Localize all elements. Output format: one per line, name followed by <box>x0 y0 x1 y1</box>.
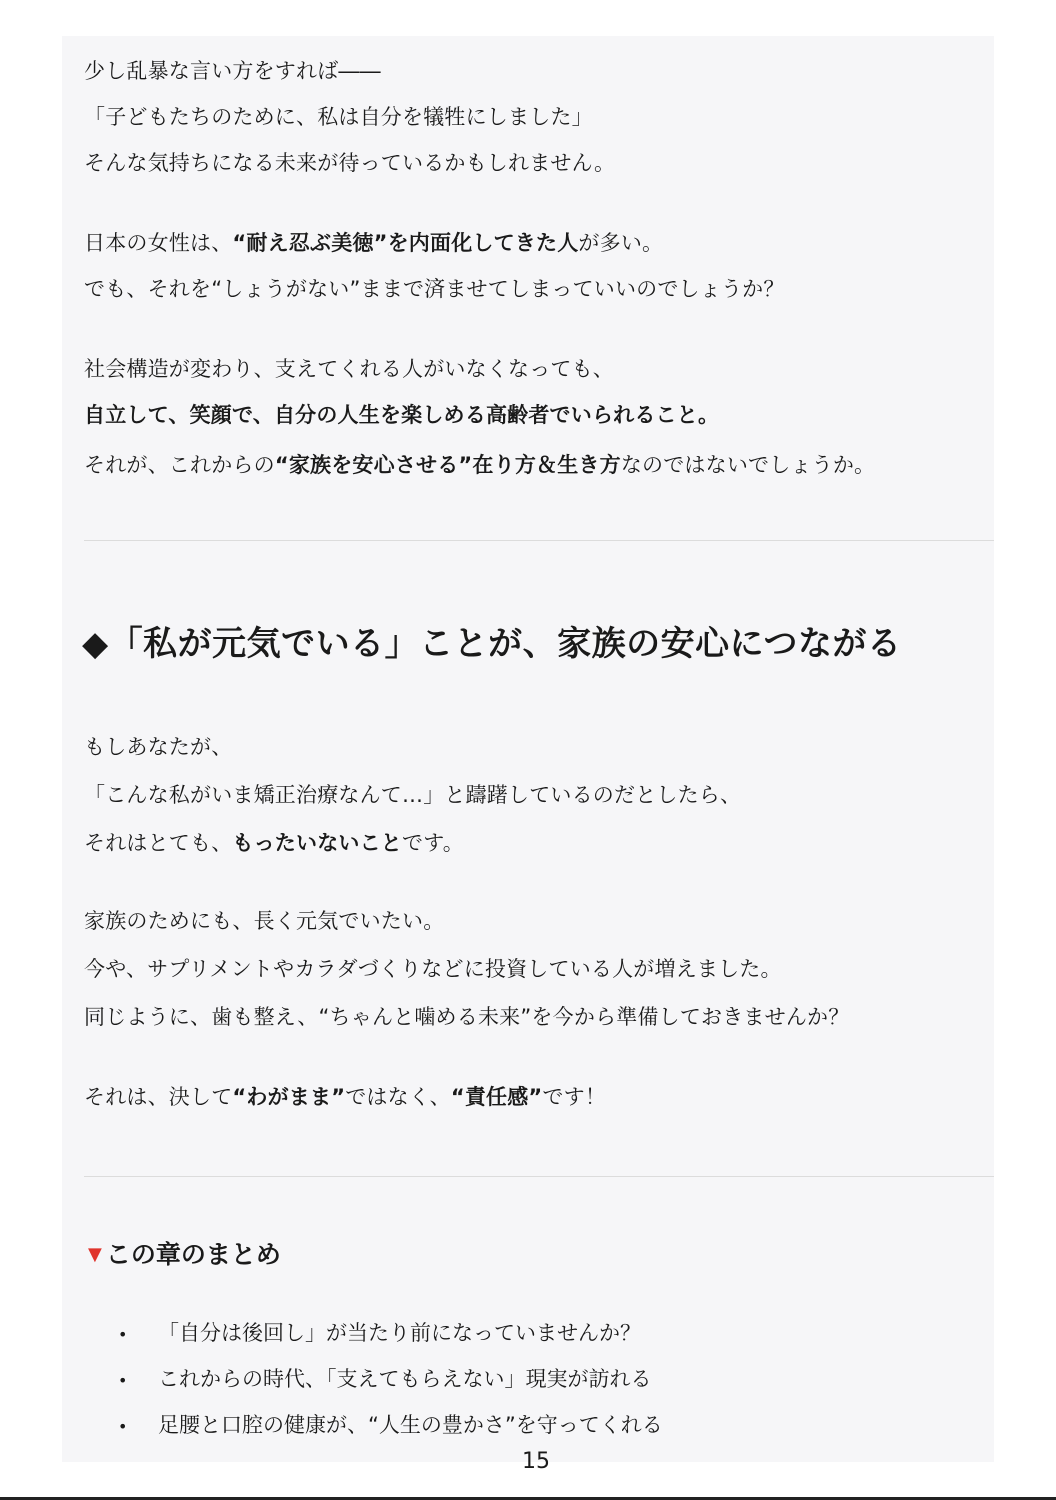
paragraph-line <box>84 906 444 936</box>
list-item-text: これからの時代、「支えてもらえない」現実が訪れる <box>158 1367 652 1391</box>
divider <box>84 1176 994 1177</box>
text-span: 社会構造が変わり、支えてくれる人がいなくなっても、 <box>84 357 614 381</box>
text-span: それはとても、 <box>84 831 233 855</box>
bullet-icon: • <box>118 1325 128 1344</box>
page-number: 15 <box>522 1449 550 1474</box>
paragraph-line <box>84 148 615 178</box>
bullet-icon: • <box>118 1417 128 1436</box>
text-span: 「こんな私がいま矯正治療なんて…」と躊躇しているのだとしたら、 <box>84 783 742 807</box>
paragraph-line <box>84 102 593 132</box>
text-span: でも、それを“しょうがない”ままで済ませてしまっていいのでしょうか？ <box>84 277 785 301</box>
list-item-text: 「自分は後回し」が当たり前になっていませんか？ <box>158 1321 641 1345</box>
text-span: ではなく、 <box>345 1085 451 1109</box>
paragraph-line <box>84 1082 606 1112</box>
text-span: 家族のためにも、長く元気でいたい。 <box>84 909 445 933</box>
paragraph-line <box>84 780 741 810</box>
text-span: それが、これからの <box>84 453 275 477</box>
paragraph-line <box>84 450 875 480</box>
list-item-text: 足腰と口腔の健康が、“人生の豊かさ”を守ってくれる <box>158 1413 663 1437</box>
bold-text: 自立して、笑顔で、自分の人生を楽しめる高齢者でいられること。 <box>84 403 720 427</box>
text-span: 今や、サプリメントやカラダづくりなどに投資している人が増えました。 <box>84 957 782 981</box>
summary-title-text: この章のまとめ <box>105 1240 281 1269</box>
bold-text: “責任感” <box>450 1085 543 1109</box>
text-span: なのではないでしょうか。 <box>620 453 876 477</box>
text-span: 「子どもたちのために、私は自分を犠牲にしました」 <box>84 105 593 129</box>
bold-text: “家族を安心させる”在り方＆生き方 <box>274 453 621 477</box>
paragraph-line <box>84 732 232 762</box>
text-span: 同じように、歯も整え、“ちゃんと噛める未来”を今から準備しておきませんか？ <box>84 1005 850 1029</box>
text-span: もしあなたが、 <box>84 735 233 759</box>
triangle-down-icon: ▼ <box>88 1244 102 1265</box>
bold-text: “耐え忍ぶ美徳”を内面化してきた人 <box>232 231 579 255</box>
paragraph-line <box>84 56 381 86</box>
list-item <box>118 1318 663 1364</box>
paragraph-line <box>84 400 719 430</box>
divider <box>84 540 994 541</box>
list-item <box>118 1364 663 1410</box>
text-span: それは、決して <box>84 1085 233 1109</box>
paragraph-line <box>84 1002 849 1032</box>
text-span: そんな気持ちになる未来が待っているかもしれません。 <box>84 151 616 175</box>
bullet-icon: • <box>118 1371 128 1390</box>
bold-text: “わがまま” <box>232 1085 346 1109</box>
summary-title <box>88 1238 281 1272</box>
text-span: です。 <box>402 831 464 855</box>
text-span: が多い。 <box>578 231 664 255</box>
text-span: です！ <box>542 1085 607 1109</box>
paragraph-line <box>84 228 663 258</box>
text-span: 少し乱暴な言い方をすれば―― <box>84 59 381 83</box>
paragraph-line <box>84 954 782 984</box>
paragraph-line <box>84 274 785 304</box>
section-heading: ◆「私が元気でいる」ことが、家族の安心につながる <box>82 624 902 664</box>
paragraph-line <box>84 354 614 384</box>
paragraph-line <box>84 828 464 858</box>
text-span: 日本の女性は、 <box>84 231 233 255</box>
summary-list <box>118 1318 663 1456</box>
bold-text: もったいないこと <box>232 831 403 855</box>
